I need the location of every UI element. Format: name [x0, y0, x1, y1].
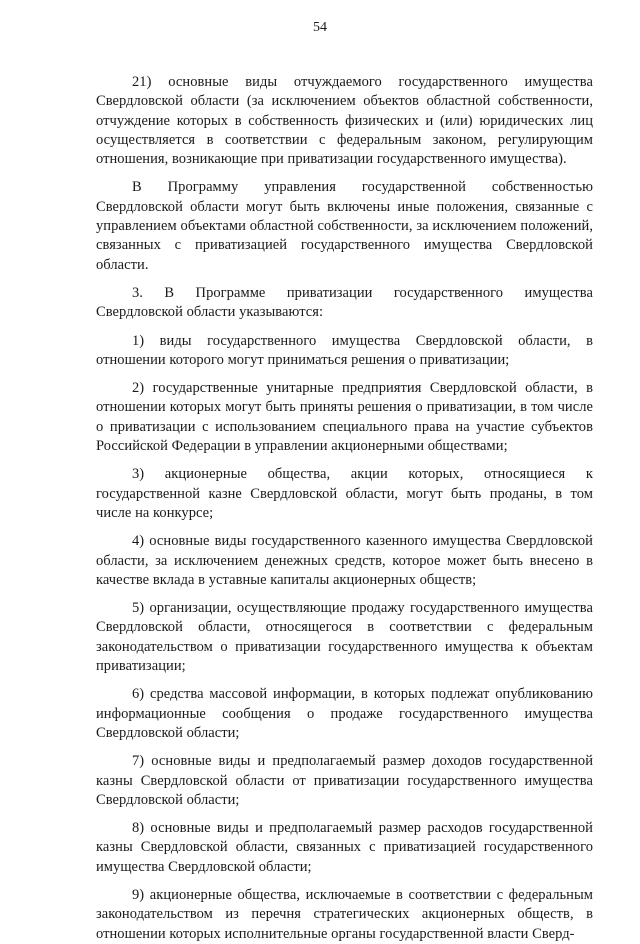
paragraph-section-3-intro: 3. В Программе приватизации государственного имущества Свердловской области указываются:	[96, 284, 593, 321]
list-item-8: 8) основные виды и предполагаемый размер расходов государственной казны Свердловской области, связанных с приватизацией государственного имущества Свердловской области;	[96, 820, 593, 875]
list-item-1: 1) виды государственного имущества Свердловской области, в отношении которого могут приниматься решения о приватизации;	[96, 332, 593, 368]
list-item-4: 4) основные виды государственного казенного имущества Свердловской области, за исключением денежных средств, которое может быть внесено в качестве вклада в уставные капиталы акционерных обществ;	[96, 533, 593, 588]
document-body	[96, 73, 593, 944]
paragraph-item-21: 21) основные виды отчуждаемого государственного имущества Свердловской области (за исключением объектов областной собственности, отчуждение которых в собственность физических и (или) юридических лиц осуществляется в соответствии с федеральным законом, регулирующим отношения, возникающие при приватизации государственного имущества).	[96, 74, 593, 168]
list-item-5: 5) организации, осуществляющие продажу государственного имущества Свердловской области, относящегося в соответствии с федеральным законодательством о приватизации государственного имущества к объектам приватизации;	[96, 600, 593, 675]
list-item-7: 7) основные виды и предполагаемый размер доходов государственной казны Свердловской области от приватизации государственного имущества Свердловской области;	[96, 753, 593, 808]
list-item-9: 9) акционерные общества, исключаемые в соответствии с федеральным законодательством из перечня стратегических акционерных обществ, в отношении которых исполнительные органы государственной власти Сверд-	[96, 886, 593, 942]
list-item-6: 6) средства массовой информации, в которых подлежат опубликованию информационные сообщения о продаже государственного имущества Свердловской области;	[96, 686, 593, 741]
list-item-3: 3) акционерные общества, акции которых, относящиеся к государственной казне Свердловской области, могут быть проданы, в том числе на конкурсе;	[96, 466, 593, 521]
list-item-2: 2) государственные унитарные предприятия Свердловской области, в отношении которых могут быть приняты решения о приватизации, в том числе о приватизации с использованием специального права на участие субъектов Российской Федерации в управлении акционерными обществами;	[96, 380, 593, 455]
page-number: 54	[313, 20, 327, 35]
paragraph-other-provisions: В Программу управления государственной собственностью Свердловской области могут быть включены иные положения, связанные с управлением объектами областной собственности, за исключением положений, связанных с приватизацией государственного имущества Свердловской области.	[96, 179, 593, 273]
